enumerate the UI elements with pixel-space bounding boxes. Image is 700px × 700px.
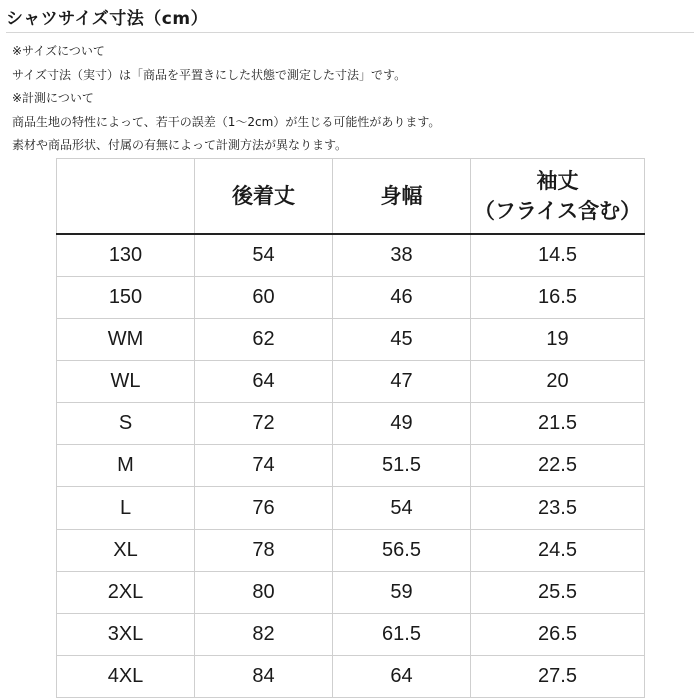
cell-body-width: 38 <box>333 234 471 277</box>
table-header-row <box>57 159 645 235</box>
cell-sleeve-length: 26.5 <box>471 613 645 655</box>
cell-back-length: 76 <box>195 487 333 529</box>
cell-sleeve-length: 23.5 <box>471 487 645 529</box>
cell-body-width: 45 <box>333 319 471 361</box>
cell-size: 2XL <box>57 571 195 613</box>
cell-sleeve-length: 16.5 <box>471 277 645 319</box>
cell-size: XL <box>57 529 195 571</box>
cell-body-width: 59 <box>333 571 471 613</box>
cell-size: WM <box>57 319 195 361</box>
cell-body-width: 54 <box>333 487 471 529</box>
cell-size: WL <box>57 361 195 403</box>
cell-body-width: 61.5 <box>333 613 471 655</box>
cell-body-width: 56.5 <box>333 529 471 571</box>
cell-sleeve-length: 20 <box>471 361 645 403</box>
cell-back-length: 60 <box>195 277 333 319</box>
cell-back-length: 80 <box>195 571 333 613</box>
header-body-width: 身幅 <box>333 159 471 235</box>
cell-back-length: 64 <box>195 361 333 403</box>
table-row <box>57 445 645 487</box>
cell-back-length: 72 <box>195 403 333 445</box>
cell-size: 130 <box>57 234 195 277</box>
table-row <box>57 361 645 403</box>
cell-sleeve-length: 25.5 <box>471 571 645 613</box>
table-row <box>57 319 645 361</box>
note-measure-text-1: 商品生地の特性によって、若干の誤差（1～2cm）が生じる可能性があります。 <box>12 114 441 129</box>
title-divider <box>6 32 694 33</box>
note-measure-text-2: 素材や商品形状、付属の有無によって計測方法が異なります。 <box>12 138 348 152</box>
table-row <box>57 487 645 529</box>
note-heading-measure: ※計測について <box>12 91 94 105</box>
cell-back-length: 74 <box>195 445 333 487</box>
cell-body-width: 51.5 <box>333 445 471 487</box>
cell-sleeve-length: 14.5 <box>471 234 645 277</box>
cell-sleeve-length: 22.5 <box>471 445 645 487</box>
table-row <box>57 529 645 571</box>
header-sleeve-line1: 袖丈 <box>536 169 579 193</box>
cell-body-width: 64 <box>333 655 471 697</box>
size-table <box>56 158 645 698</box>
header-sleeve-line2: （フライス含む） <box>473 199 642 223</box>
cell-size: M <box>57 445 195 487</box>
header-sleeve-length <box>471 159 645 235</box>
notes-block <box>12 40 440 158</box>
cell-size: 4XL <box>57 655 195 697</box>
cell-size: 3XL <box>57 613 195 655</box>
cell-sleeve-length: 21.5 <box>471 403 645 445</box>
table-row <box>57 403 645 445</box>
cell-size: S <box>57 403 195 445</box>
note-size-text: サイズ寸法（実寸）は「商品を平置きにした状態で測定した寸法」です。 <box>12 67 407 82</box>
cell-back-length: 62 <box>195 319 333 361</box>
table-row <box>57 655 645 697</box>
cell-body-width: 46 <box>333 277 471 319</box>
table-row <box>57 277 645 319</box>
header-back-length: 後着丈 <box>195 159 333 235</box>
note-heading-size: ※サイズについて <box>12 44 105 58</box>
page-title: シャツサイズ寸法（cm） <box>6 9 209 29</box>
cell-back-length: 78 <box>195 529 333 571</box>
cell-back-length: 84 <box>195 655 333 697</box>
cell-body-width: 49 <box>333 403 471 445</box>
cell-size: L <box>57 487 195 529</box>
header-size <box>57 159 195 235</box>
table-row <box>57 234 645 277</box>
table-row <box>57 613 645 655</box>
cell-back-length: 54 <box>195 234 333 277</box>
cell-sleeve-length: 19 <box>471 319 645 361</box>
cell-body-width: 47 <box>333 361 471 403</box>
table-row <box>57 571 645 613</box>
cell-size: 150 <box>57 277 195 319</box>
cell-sleeve-length: 24.5 <box>471 529 645 571</box>
cell-back-length: 82 <box>195 613 333 655</box>
cell-sleeve-length: 27.5 <box>471 655 645 697</box>
